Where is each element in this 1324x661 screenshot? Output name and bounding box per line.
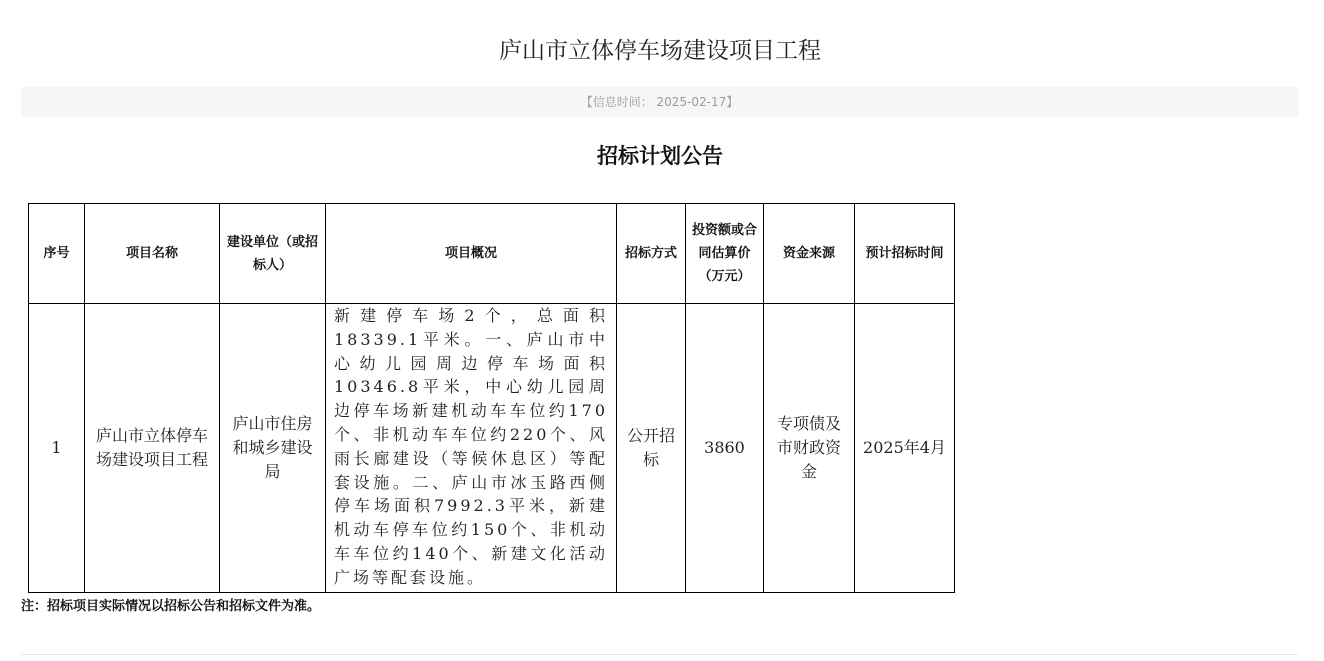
page-title: 庐山市立体停车场建设项目工程: [499, 38, 821, 64]
header-index: 序号: [29, 204, 85, 304]
divider: [21, 654, 1298, 655]
table-row: [29, 304, 955, 593]
bidding-plan-table: [28, 203, 955, 593]
cell-overview: 新建停车场2个，总面积18339.1平米。一、庐山市中心幼儿园周边停车场面积10346.8平米，中心幼儿园周边停车场新建机动车车位约170个、非机动车车位约220个、风雨长廊建设（等候休息区）等配套设施。二、庐山市冰玉路西侧停车场面积7992.3平米，新建机动车停车位约150个、非机动车车位约140个、新建文化活动广场等配套设施。: [326, 304, 617, 593]
info-time-bar: [21, 87, 1298, 117]
cell-fund: 专项债及市财政资金: [764, 304, 855, 593]
header-time: 预计招标时间: [855, 204, 955, 304]
header-project-name: 项目名称: [85, 204, 220, 304]
cell-unit: 庐山市住房和城乡建设局: [220, 304, 326, 593]
header-unit: 建设单位（或招标人）: [220, 204, 326, 304]
header-method: 招标方式: [617, 204, 686, 304]
table-header-row: [29, 204, 955, 304]
header-fund: 资金来源: [764, 204, 855, 304]
header-amount: 投资额或合同估算价（万元）: [686, 204, 764, 304]
cell-time: 2025年4月: [855, 304, 955, 593]
cell-index: 1: [29, 304, 85, 593]
info-time: 【信息时间： 2025-02-17】: [580, 95, 739, 109]
footnote: 注：招标项目实际情况以招标公告和招标文件为准。: [21, 599, 321, 614]
cell-method: 公开招标: [617, 304, 686, 593]
header-overview: 项目概况: [326, 204, 617, 304]
cell-amount: 3860: [686, 304, 764, 593]
cell-project-name: 庐山市立体停车场建设项目工程: [85, 304, 220, 593]
notice-title: 招标计划公告: [597, 144, 723, 168]
